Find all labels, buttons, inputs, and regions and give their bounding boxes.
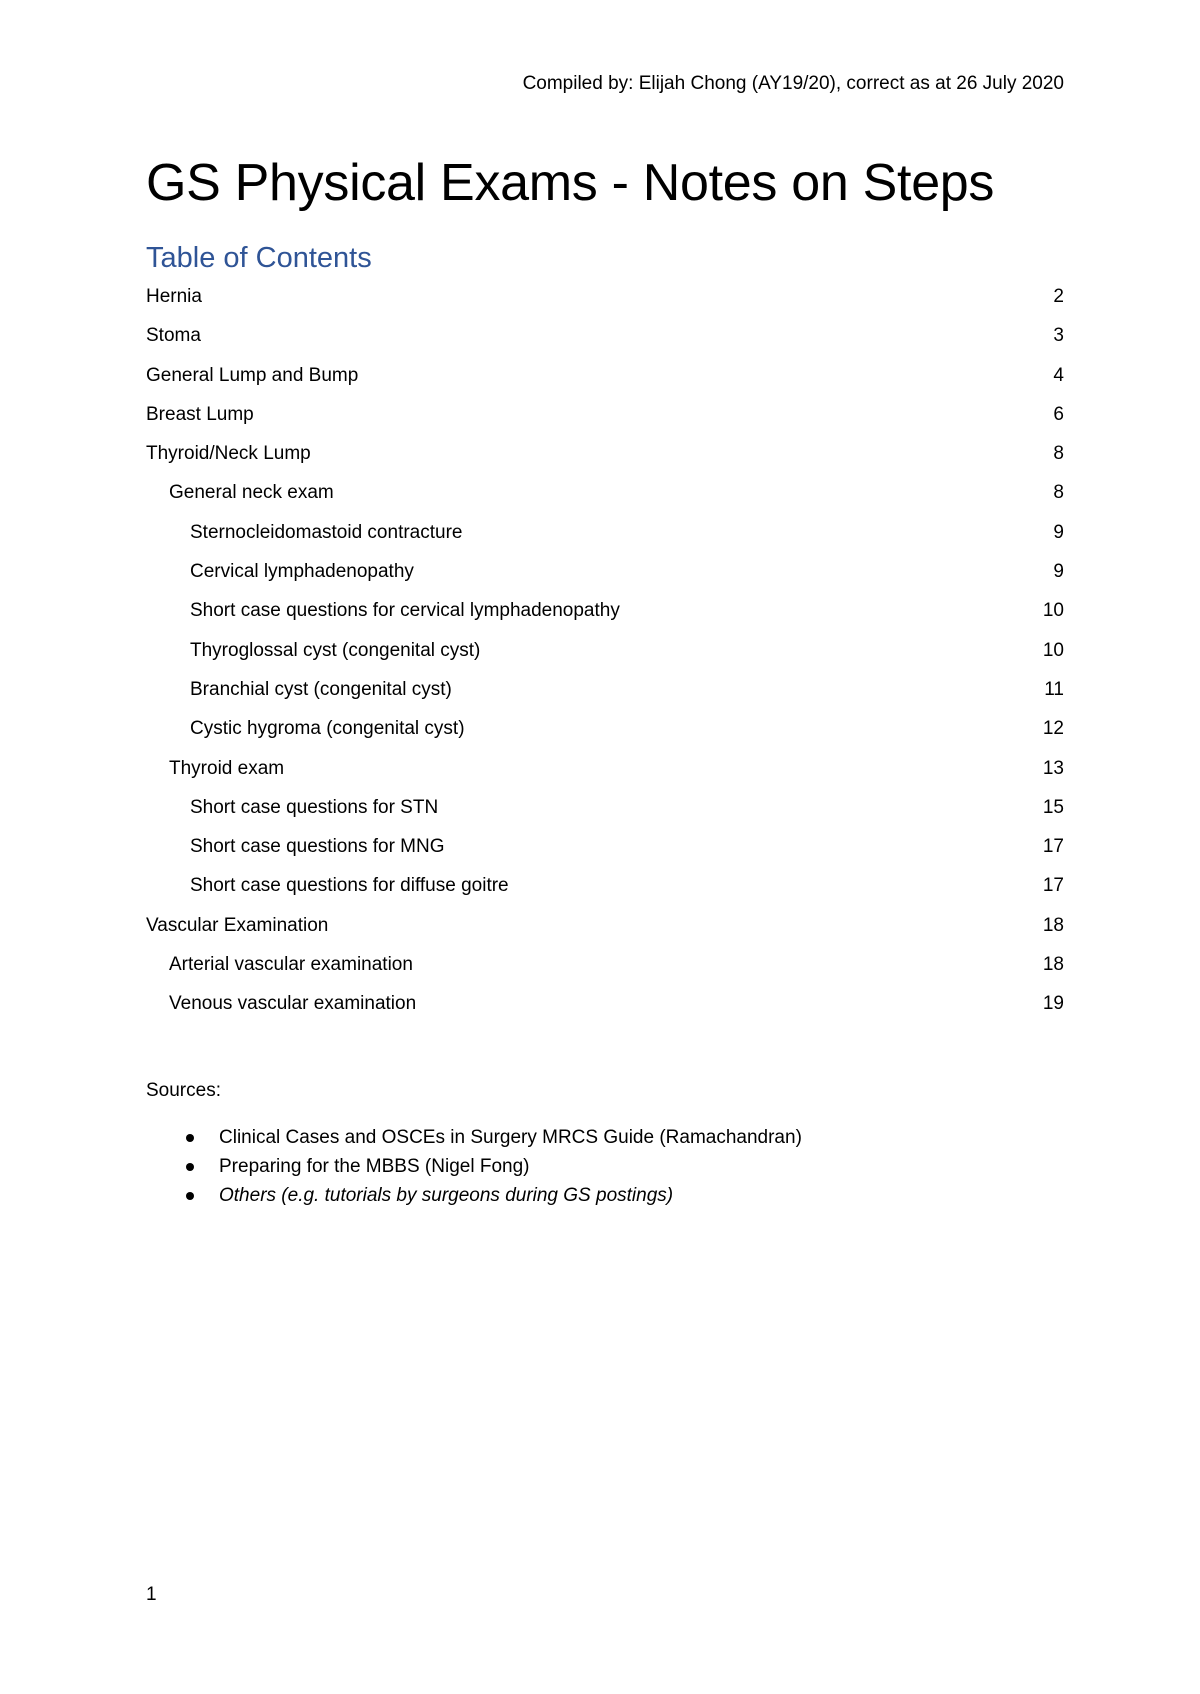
toc-entry-label: Hernia <box>146 286 202 307</box>
toc-entry[interactable] <box>146 473 1064 512</box>
toc-entry-label: Sternocleidomastoid contracture <box>190 521 463 543</box>
toc-entry[interactable] <box>146 395 1064 434</box>
toc-entry-label: Stoma <box>146 325 201 347</box>
toc-entry-label: Branchial cyst (congenital cyst) <box>190 678 452 700</box>
toc-entry-page-number: 13 <box>1042 757 1064 779</box>
toc-entry[interactable] <box>146 356 1064 395</box>
toc-entry[interactable] <box>146 906 1064 945</box>
toc-entry-label: Short case questions for diffuse goitre <box>190 875 509 897</box>
sources-label: Sources: <box>146 1080 221 1101</box>
bullet-icon <box>186 1192 194 1200</box>
toc-entry-page-number: 17 <box>1042 875 1064 897</box>
toc-entry-label: Cervical lymphadenopathy <box>190 561 414 583</box>
toc-entry-label: General neck exam <box>169 482 334 504</box>
toc-entry-page-number: 12 <box>1042 718 1064 740</box>
toc-entry-label: Vascular Examination <box>146 914 329 936</box>
source-item <box>146 1152 802 1181</box>
toc-entry-page-number: 18 <box>1042 954 1064 976</box>
toc-entry-label: Cystic hygroma (congenital cyst) <box>190 718 465 740</box>
toc-entry-page-number: 4 <box>1053 364 1064 386</box>
toc-entry-label: Thyroid/Neck Lump <box>146 443 311 465</box>
toc-entry-page-number: 11 <box>1044 678 1064 700</box>
toc-entry-page-number: 17 <box>1042 836 1064 858</box>
toc-entry-page-number: 10 <box>1042 600 1064 622</box>
toc-entry[interactable] <box>146 984 1064 1023</box>
toc-entry[interactable] <box>146 670 1064 709</box>
toc-entry-page-number: 8 <box>1053 443 1064 465</box>
toc-entry[interactable] <box>146 827 1064 866</box>
toc-entry-page-number: 19 <box>1042 993 1064 1015</box>
toc-entry[interactable] <box>146 552 1064 591</box>
toc-entry[interactable] <box>146 749 1064 788</box>
toc-entry[interactable] <box>146 434 1064 473</box>
toc-heading: Table of Contents <box>146 242 372 274</box>
table-of-contents <box>146 277 1064 1024</box>
toc-entry[interactable] <box>146 631 1064 670</box>
toc-entry-page-number: 9 <box>1053 561 1064 583</box>
compiled-by-header: Compiled by: Elijah Chong (AY19/20), correct as at 26 July 2020 <box>522 73 1064 94</box>
toc-entry[interactable] <box>146 513 1064 552</box>
page-number: 1 <box>146 1584 157 1605</box>
toc-entry-page-number: 8 <box>1053 482 1064 504</box>
toc-entry-page-number: 3 <box>1053 325 1064 347</box>
toc-entry[interactable] <box>146 591 1064 630</box>
bullet-icon <box>186 1134 194 1142</box>
source-item <box>146 1181 802 1210</box>
source-item-text: Others (e.g. tutorials by surgeons during GS postings) <box>219 1185 674 1206</box>
toc-entry-label: Short case questions for MNG <box>190 836 445 858</box>
document-title: GS Physical Exams - Notes on Steps <box>146 154 995 212</box>
sources-list <box>146 1123 802 1210</box>
source-item-text: Preparing for the MBBS (Nigel Fong) <box>219 1156 530 1177</box>
toc-entry-page-number: 6 <box>1053 403 1064 425</box>
toc-entry[interactable] <box>146 945 1064 984</box>
toc-entry-label: Short case questions for cervical lymphadenopathy <box>190 600 620 622</box>
toc-entry[interactable] <box>146 709 1064 748</box>
toc-entry-label: Thyroglossal cyst (congenital cyst) <box>190 639 481 661</box>
toc-entry-page-number: 18 <box>1042 914 1064 936</box>
toc-entry[interactable] <box>146 866 1064 905</box>
toc-entry-page-number: 15 <box>1042 796 1064 818</box>
toc-entry-label: Breast Lump <box>146 403 254 425</box>
toc-entry-page-number: 2 <box>1053 286 1064 307</box>
toc-entry-label: General Lump and Bump <box>146 364 359 386</box>
toc-entry-label: Arterial vascular examination <box>169 954 413 976</box>
source-item-text: Clinical Cases and OSCEs in Surgery MRCS Guide (Ramachandran) <box>219 1127 802 1148</box>
toc-entry[interactable] <box>146 277 1064 316</box>
toc-entry-label: Thyroid exam <box>169 757 285 779</box>
toc-entry-label: Short case questions for STN <box>190 796 439 818</box>
toc-entry-page-number: 10 <box>1042 639 1064 661</box>
bullet-icon <box>186 1163 194 1171</box>
toc-entry[interactable] <box>146 788 1064 827</box>
toc-entry-page-number: 9 <box>1053 521 1064 543</box>
toc-entry[interactable] <box>146 316 1064 355</box>
source-item <box>146 1123 802 1152</box>
toc-entry-label: Venous vascular examination <box>169 993 417 1015</box>
